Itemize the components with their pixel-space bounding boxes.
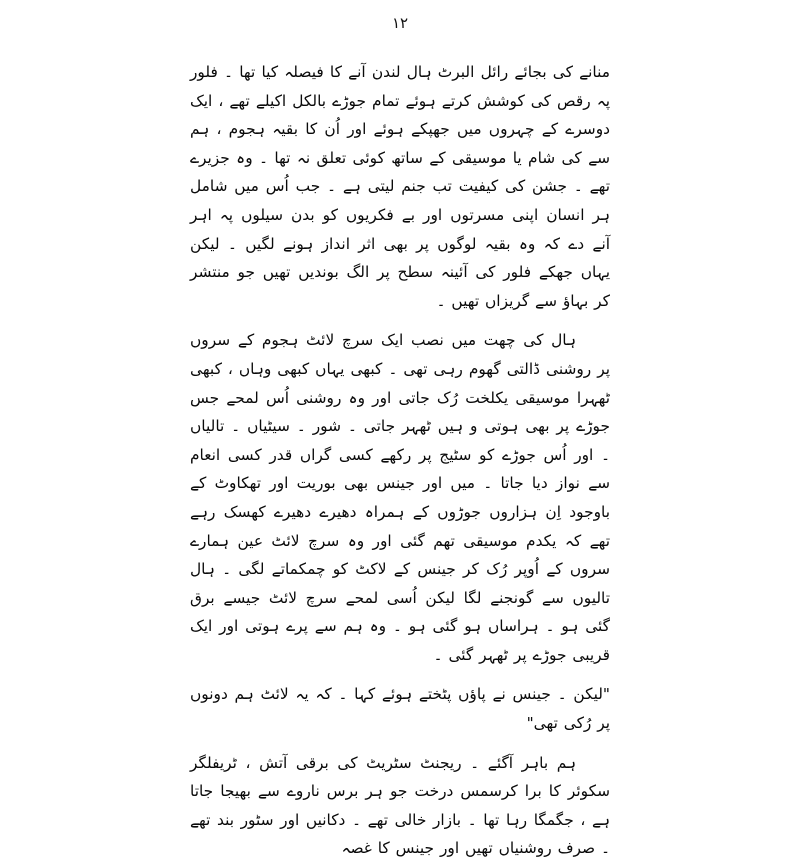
paragraph-2: ہال کی چھت میں نصب ایک سرچ لائٹ ہجوم کے سروں پر روشنی ڈالتی گھوم رہی تھی ۔ کبھی یہاں کبھی وہاں ، کبھی ٹھہرا موسیقی یکلخت رُک جاتی اور وہ روشنی اُس لمحے جس جوڑے پر بھی ہوتی و ہیں ٹھہر جاتی ۔ شور ۔ سیٹیاں ۔ تالیاں ۔ اور اُس جوڑے کو سٹیج پر رکھے کسی گراں قدر کسی انعام سے نواز دیا جاتا ۔ میں اور جینس بھی بوریت اور تھکاوٹ کے باوجود اِن ہزاروں جوڑوں کے ہمراہ دھیرے دھیرے کھسک رہے تھے کہ یکدم موسیقی تھم گئی اور وہ سرچ لائٹ عین ہمارے سروں کے اُوپر رُک کر جینس کے لاکٹ کو چمکماتے لگی ۔ ہال تالیوں سے گونجنے لگا لیکن اُسی لمحے سرچ لائٹ جیسے برق گئی ہو ۔ ہراساں ہو گئی ہو ۔ وہ ہم سے پرے ہوتی اور ایک قریبی جوڑے پر ٹھہر گئی ۔	[190, 331, 610, 664]
paragraph-4: ہم باہر آگئے ۔ ریجنٹ سٹریٹ کی برقی آتش ، ٹریفلگر سکوئر کا برا کرسمس درخت جو ہر برس ناروے سے بھیجا جاتا ہے ، جگمگا رہا تھا ۔ بازار خالی تھے ۔ دکانیں اور سٹور بند تھے ۔ صرف روشنیاں تھیں اور جینس کا غصہ	[190, 753, 610, 858]
body-text	[190, 58, 610, 865]
paragraph-3-quote: "لیکن ۔ جینس نے پاؤں پٹختے ہوئے کہا ۔ کہ یہ لائٹ ہم دونوں پر رُکی تھی"	[190, 685, 610, 733]
page-number: ۱۲	[391, 14, 409, 32]
paragraph-1: منانے کی بجائے رائل البرٹ ہال لندن آنے کا فیصلہ کیا تھا ۔ فلور پہ رقص کی کوشش کرتے ہوئے تمام جوڑے بالکل اکیلے تھے ، ایک دوسرے کے چہروں میں جھپکے ہوئے اور اُن کا بقیہ ہجوم ، ہم سے کی شام یا موسیقی کے ساتھ کوئی تعلق نہ تھا ۔ وہ جزیرے تھے ۔ جشن کی کیفیت تب جنم لیتی ہے ۔ جب اُس میں شامل ہر انسان اپنی مسرتوں اور بے فکریوں کو بدن سیلوں پہ اہر آنے دے کہ وہ بقیہ لوگوں پر بھی اثر انداز ہونے لگیں ۔ لیکن یہاں جھکے فلور کی آئینہ سطح پر الگ بوندیں تھیں جو منتشر کر بہاؤ سے گریزاں تھیں ۔	[190, 63, 610, 310]
